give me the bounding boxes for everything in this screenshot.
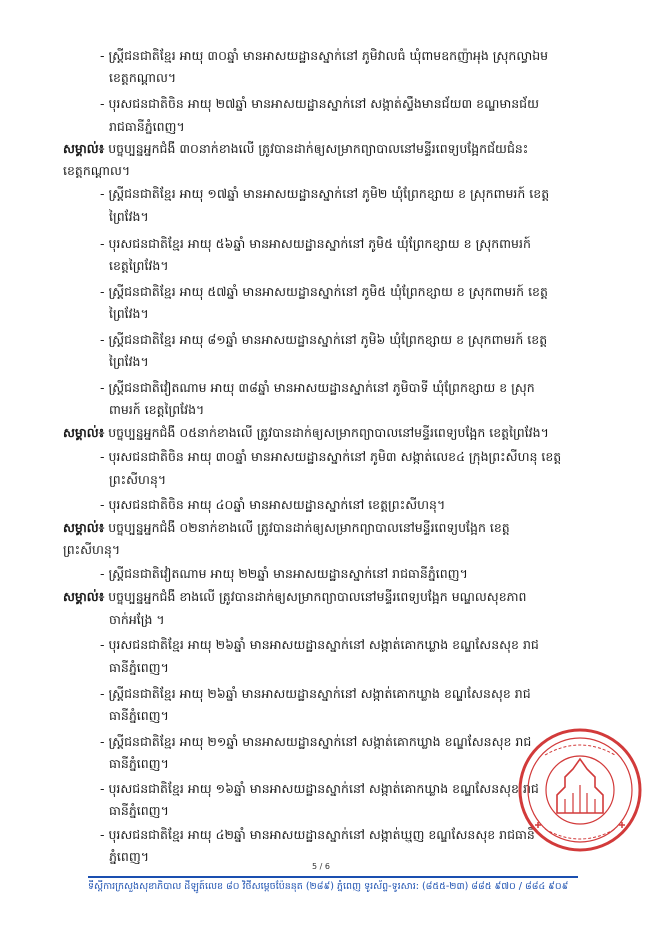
text-line: ព្រៃវែង។ [109,354,149,369]
note-label: សម្គាល់៖ [63,141,105,156]
footer-divider [88,876,578,878]
text-line: ព្រះសីហនុ។ [109,472,167,487]
ministry-seal-icon [515,725,645,855]
text-line: ធានីភ្នំពេញ។ [109,708,169,723]
text-line: - ស្ត្រីជនជាតិខ្មែរ អាយុ ៣០ឆ្នាំ មានអាសយដ្ឋានស្នាក់នៅ ភូមិវាលធំ ឃុំពាមឧកញ៉ាអុង ស្រុកល្វាឯម [100,48,549,63]
text-line: - ស្ត្រីជនជាតិវៀតណាម អាយុ ២២ឆ្នាំ មានអាសយដ្ឋានស្នាក់នៅ រាជធានីភ្នំពេញ។ [100,566,468,581]
text-line: - បុរសជនជាតិខ្មែរ អាយុ ១៦ឆ្នាំ មានអាសយដ្ឋានស្នាក់នៅ សង្កាត់គោកឃ្លាង ខណ្ឌសែនសុខ រាជ [100,781,539,796]
text-line: - ស្ត្រីជនជាតិខ្មែរ អាយុ ៥៧ឆ្នាំ មានអាសយដ្ឋានស្នាក់នៅ ភូមិ៥ ឃុំព្រែកខ្សាយ ខ ស្រុកពាមរក៍ ខេត្ត [100,284,548,299]
text-line: ព្រះសីហនុ។ [63,542,121,557]
note-line [63,141,528,157]
note-label: សម្គាល់៖ [63,425,105,440]
note-text: បច្ចុប្បន្នអ្នកជំងឺ ខាងលើ ត្រូវបានដាក់ឲ្យសម្រាកព្យាបាលនៅមន្ទីរពេទ្យបង្អែក មណ្ឌលសុខភាព [108,589,527,604]
text-line: ភ្នំពេញ។ [109,849,149,864]
note-line [63,425,549,441]
text-line: ខេត្តកណ្ដាល។ [63,163,131,178]
text-line: ព្រៃវែង។ [109,209,149,224]
footer-address: ទីស្តីការក្រសួងសុខាភិបាល ដីឡូត៍លេខ ៨០ វិថីសម្តេចប៉ែននុត (២៨៩) ភ្នំពេញ ទូរស័ព្ទ-ទូរសារ: (៨៥៥-២៣) ៨៨៥ ៩៧០ / ៨៨៤ ៩០៩ [88,881,569,892]
text-line: ធានីភ្នំពេញ។ [109,660,169,675]
note-text: បច្ចុប្បន្នអ្នកជំងឺ ០២នាក់ខាងលើ ត្រូវបានដាក់ឲ្យសម្រាកព្យាបាលនៅមន្ទីរពេទ្យបង្អែក ខេត្ត [108,520,510,535]
text-line: - បុរសជនជាតិចិន អាយុ ៣០ឆ្នាំ មានអាសយដ្ឋានស្នាក់នៅ ភូមិ៣ សង្កាត់លេខ៤ ក្រុងព្រះសីហនុ ខេត្ត [100,449,562,464]
text-line: ខេត្តព្រៃវែង។ [109,258,169,273]
text-line: - បុរសជនជាតិចិន អាយុ ២៧ឆ្នាំ មានអាសយដ្ឋានស្នាក់នៅ សង្កាត់ស្ទឹងមានជ័យ៣ ខណ្ឌមានជ័យ [100,96,539,111]
page-number: 5 / 6 [312,862,330,871]
text-line: - បុរសជនជាតិខ្មែរ អាយុ ៤២ឆ្នាំ មានអាសយដ្ឋានស្នាក់នៅ សង្កាត់ឃ្មួញ ខណ្ឌសែនសុខ រាជធានី [100,827,535,842]
note-label: សម្គាល់៖ [63,520,105,535]
text-line: - បុរសជនជាតិខ្មែរ អាយុ ៥៦ឆ្នាំ មានអាសយដ្ឋានស្នាក់នៅ ភូមិ៥ ឃុំព្រែកខ្សាយ ខ ស្រុកពាមរក៍ [100,236,531,251]
note-line [63,520,510,536]
text-line: ព្រៃវែង។ [109,306,149,321]
note-line [63,589,526,605]
text-line: - បុរសជនជាតិខ្មែរ អាយុ ២៦ឆ្នាំ មានអាសយដ្ឋានស្នាក់នៅ សង្កាត់គោកឃ្លាង ខណ្ឌសែនសុខ រាជ [100,637,539,652]
text-line: - ស្ត្រីជនជាតិខ្មែរ អាយុ ២៦ឆ្នាំ មានអាសយដ្ឋានស្នាក់នៅ សង្កាត់គោកឃ្លាង ខណ្ឌសែនសុខ រាជ [100,686,531,701]
note-text: បច្ចុប្បន្នអ្នកជំងឺ ៣០នាក់ខាងលើ ត្រូវបានដាក់ឲ្យសម្រាកព្យាបាលនៅមន្ទីរពេទ្យបង្អែកជ័យជំនះ [108,141,529,156]
text-line: - ស្ត្រីជនជាតិខ្មែរ អាយុ ២១ឆ្នាំ មានអាសយដ្ឋានស្នាក់នៅ សង្កាត់គោកឃ្លាង ខណ្ឌសែនសុខ រាជ [100,734,532,749]
text-line: - បុរសជនជាតិចិន អាយុ ៤០ឆ្នាំ មានអាសយដ្ឋានស្នាក់នៅ ខេត្តព្រះសីហនុ។ [100,497,446,512]
text-line: ធានីភ្នំពេញ។ [109,803,169,818]
note-text: បច្ចុប្បន្នអ្នកជំងឺ ០៥នាក់ខាងលើ ត្រូវបានដាក់ឲ្យសម្រាកព្យាបាលនៅមន្ទីរពេទ្យបង្អែក ខេត្តព្រៃវែង។ [108,425,549,440]
note-label: សម្គាល់៖ [63,589,105,604]
text-line: ពាមរក៍ ខេត្តព្រៃវែង។ [109,402,205,417]
text-line: រាជធានីភ្នំពេញ។ [109,119,185,134]
text-line: - ស្ត្រីជនជាតិវៀតណាម អាយុ ៣៨ឆ្នាំ មានអាសយដ្ឋានស្នាក់នៅ ភូមិបាទី ឃុំព្រែកខ្សាយ ខ ស្រុក [100,380,535,395]
text-line: ធានីភ្នំពេញ។ [109,756,169,771]
text-line: - ស្ត្រីជនជាតិខ្មែរ អាយុ ៨១ឆ្នាំ មានអាសយដ្ឋានស្នាក់នៅ ភូមិ៦ ឃុំព្រែកខ្សាយ ខ ស្រុកពាមរក៍ ខេត្ត [100,332,548,347]
text-line: ចាក់អង្រែ ។ [109,612,165,627]
text-line: ខេត្តកណ្ដាល។ [109,70,177,85]
text-line: - ស្ត្រីជនជាតិខ្មែរ អាយុ ១៧ឆ្នាំ មានអាសយដ្ឋានស្នាក់នៅ ភូមិ២ ឃុំព្រែកខ្សាយ ខ ស្រុកពាមរក៍ ខេត្ត [100,186,550,201]
